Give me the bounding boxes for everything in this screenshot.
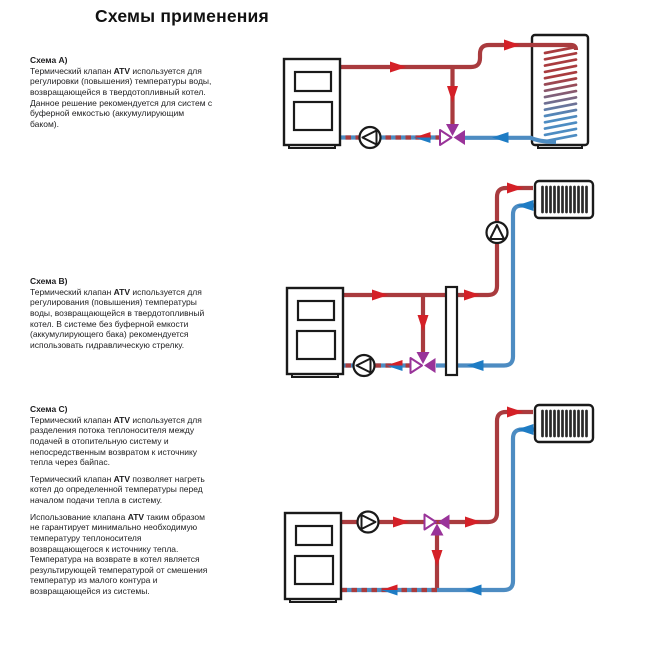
solid-fuel-boiler-icon [284, 59, 340, 148]
radiator-icon [535, 405, 593, 442]
scheme-b-paragraph: Термический клапан ATV используется для регулирования (повышения) температуры воды, возвращающейся в твердотопливный котел. В системе без буферной емкости (аккумулирующего бака) рекомендуется использовать гидравлическую стрелку. [30, 286, 205, 350]
atv-three-way-valve-icon [440, 124, 465, 145]
riser-pump-icon [487, 222, 508, 243]
scheme-c-diagram [285, 405, 593, 602]
flow-arrow [465, 585, 482, 596]
flow-arrow [447, 86, 458, 103]
flow-arrow-mixed [414, 132, 431, 143]
scheme-a-paragraph: Термический клапан ATV используется для регулировки (повышения) температуры воды, возвращающейся в твердотопливный котел. Данное решение рекомендуется для систем с буферной емкостью (аккумулирующим баком). [30, 65, 213, 129]
flow-arrow [432, 550, 443, 567]
supply-pipe [343, 188, 533, 295]
scheme-c-paragraph: Термический клапан ATV используется для разделения потока теплоносителя между подачей в отопительную систему и непосредственным возвратом к источнику тепла через байпас. [30, 414, 202, 468]
solid-fuel-boiler-icon [285, 513, 341, 602]
flow-arrow [492, 132, 509, 143]
scheme-a-diagram [284, 35, 588, 148]
flow-arrow [517, 200, 534, 211]
flow-arrow [507, 407, 524, 418]
flow-arrow [467, 360, 484, 371]
atv-three-way-valve-icon [425, 515, 450, 536]
scheme-b-diagram [287, 181, 593, 377]
flow-arrow [464, 290, 481, 301]
page-title: Схемы применения [95, 6, 269, 26]
supply-pipe [342, 412, 533, 522]
circulation-pump-icon [360, 127, 381, 148]
scheme-c-heading: Схема C) [30, 404, 68, 414]
flow-arrow [504, 40, 521, 51]
flow-arrow [393, 517, 410, 528]
flow-arrow [390, 62, 407, 73]
hydraulic-separator-icon [446, 287, 457, 375]
flow-arrow [517, 424, 534, 435]
scheme-a-heading: Схема A) [30, 55, 68, 65]
circulation-pump-icon [354, 355, 375, 376]
flow-arrow-mixed [386, 360, 403, 371]
scheme-b-heading: Схема B) [30, 276, 68, 286]
flow-arrow [507, 183, 524, 194]
atv-three-way-valve-icon [411, 352, 436, 373]
radiator-icon [535, 181, 593, 218]
flow-arrow [465, 517, 482, 528]
circulation-pump-icon [358, 512, 379, 533]
flow-arrow [372, 290, 389, 301]
buffer-tank-coil-icon [532, 35, 588, 148]
flow-arrow [418, 315, 429, 332]
scheme-c-paragraph: Термический клапан ATV позволяет нагреть котел до определенной температуры перед началом подачи тепла в систему. [30, 473, 205, 505]
flow-arrow-mixed [381, 585, 398, 596]
return-pipe-cold [437, 430, 534, 591]
solid-fuel-boiler-icon [287, 288, 343, 377]
scheme-c-paragraph: Использование клапана ATV таким образом не гарантирует минимально необходимую температуру теплоносителя возвращающегося к источнику тепла. Температура на возврате в котел является результирующей температурой от смешения температур из малого контура и возвращающейся из системы. [30, 511, 208, 596]
